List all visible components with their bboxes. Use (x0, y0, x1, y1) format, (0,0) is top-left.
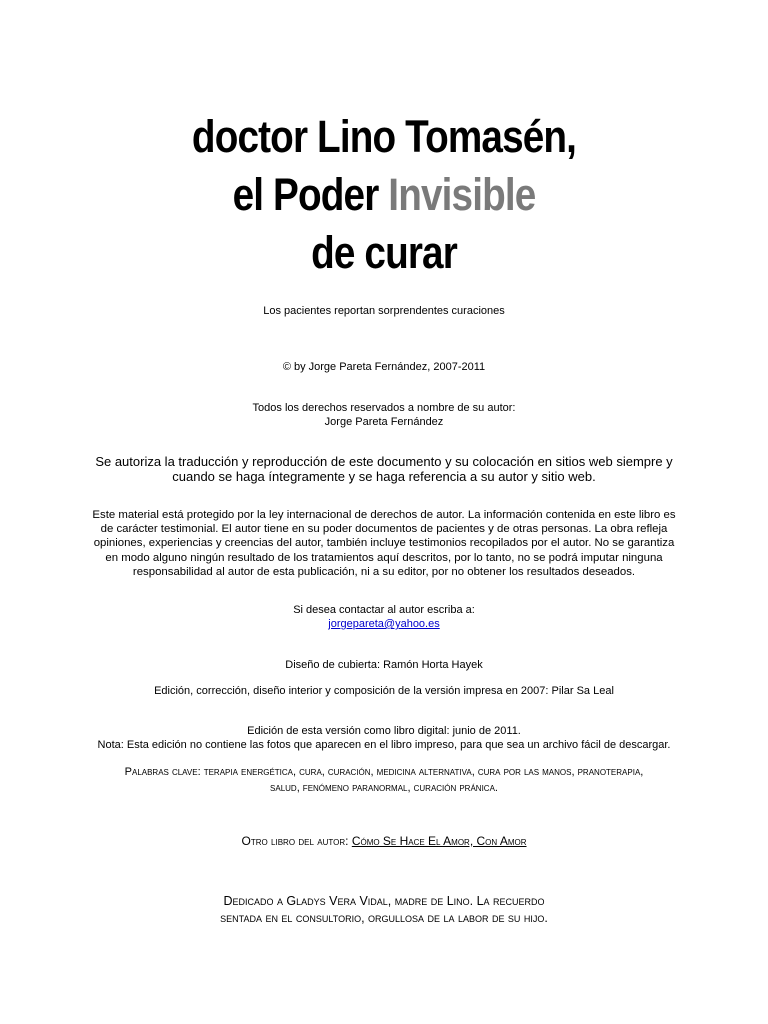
authorization-line-2: cuando se haga íntegramente y se haga referencia a su autor y sitio web. (172, 469, 596, 484)
disclaimer-line-4: en modo alguno ningún resultado de los tratamientos aquí descritos, por lo tanto, no se podrá imputar ninguna (105, 551, 663, 564)
rights-line-1: Todos los derechos reservados a nombre de su autor: (252, 402, 516, 414)
title-highlight-word: Invisible (388, 169, 536, 220)
print-edition-credit: Edición, corrección, diseño interior y composición de la versión impresa en 2007: Pilar Sa Leal (154, 685, 614, 697)
title-line-2 (54, 166, 714, 224)
keywords-list-1: : terapia energética, cura, curación, medicina alternativa, cura por las manos, pranoterapia, (197, 766, 644, 778)
other-book-line (0, 834, 768, 848)
keywords-block (60, 764, 708, 796)
disclaimer-line-2: de carácter testimonial. El autor tiene en su poder documentos de pacientes y de otras personas. La obra refleja (100, 523, 668, 536)
disclaimer-line-3: opiniones, experiencias y creencias del autor, también incluye testimonios recopilados por el autor. No se garantiza (93, 537, 675, 550)
digital-edition-line-1: Edición de esta versión como libro digital: junio de 2011. (247, 725, 521, 737)
keywords-line-1 (60, 764, 708, 780)
title-line-1: doctor Lino Tomasén, (191, 111, 577, 162)
keywords-line-2: salud, fenómeno paranormal, curación pránica. (270, 782, 498, 794)
book-title (54, 108, 714, 282)
other-book-title: Cómo Se Hace El Amor, Con Amor (351, 834, 527, 848)
authorization-line-1: Se autoriza la traducción y reproducción de este documento y su colocación en sitios web siempre y (95, 454, 673, 469)
title-line-2-prefix: el Poder (232, 169, 389, 220)
author-email-link[interactable]: jorgepareta@yahoo.es (328, 618, 440, 630)
contact-text: Si desea contactar al autor escriba a: (293, 604, 475, 616)
cover-design-credit: Diseño de cubierta: Ramón Horta Hayek (285, 659, 483, 671)
disclaimer-line-1: Este material está protegido por la ley internacional de derechos de autor. La información contenida en este libro es (92, 509, 676, 521)
dedication-line-2: sentada en el consultorio, orgullosa de la labor de su hijo. (220, 911, 548, 925)
keywords-label: Palabras clave (124, 766, 198, 778)
dedication-line-1: Dedicado a Gladys Vera Vidal, madre de Lino. La recuerdo (223, 894, 545, 908)
rights-line-2: Jorge Pareta Fernández (324, 416, 444, 428)
copyright-notice: © by Jorge Pareta Fernández, 2007-2011 (282, 361, 486, 373)
title-line-3: de curar (311, 227, 457, 278)
disclaimer-line-5: responsabilidad al autor de esta publicación, ni a su editor, por no obtener los resultados deseados. (132, 565, 636, 578)
disclaimer-paragraph (40, 508, 728, 579)
digital-edition-note: Nota: Esta edición no contiene las fotos que aparecen en el libro impreso, para que sea un archivo fácil de descargar. (97, 739, 671, 751)
subtitle: Los pacientes reportan sorprendentes curaciones (263, 305, 505, 317)
contact-email-wrapper (0, 617, 768, 631)
other-book-label: Otro libro del autor: (241, 834, 352, 848)
